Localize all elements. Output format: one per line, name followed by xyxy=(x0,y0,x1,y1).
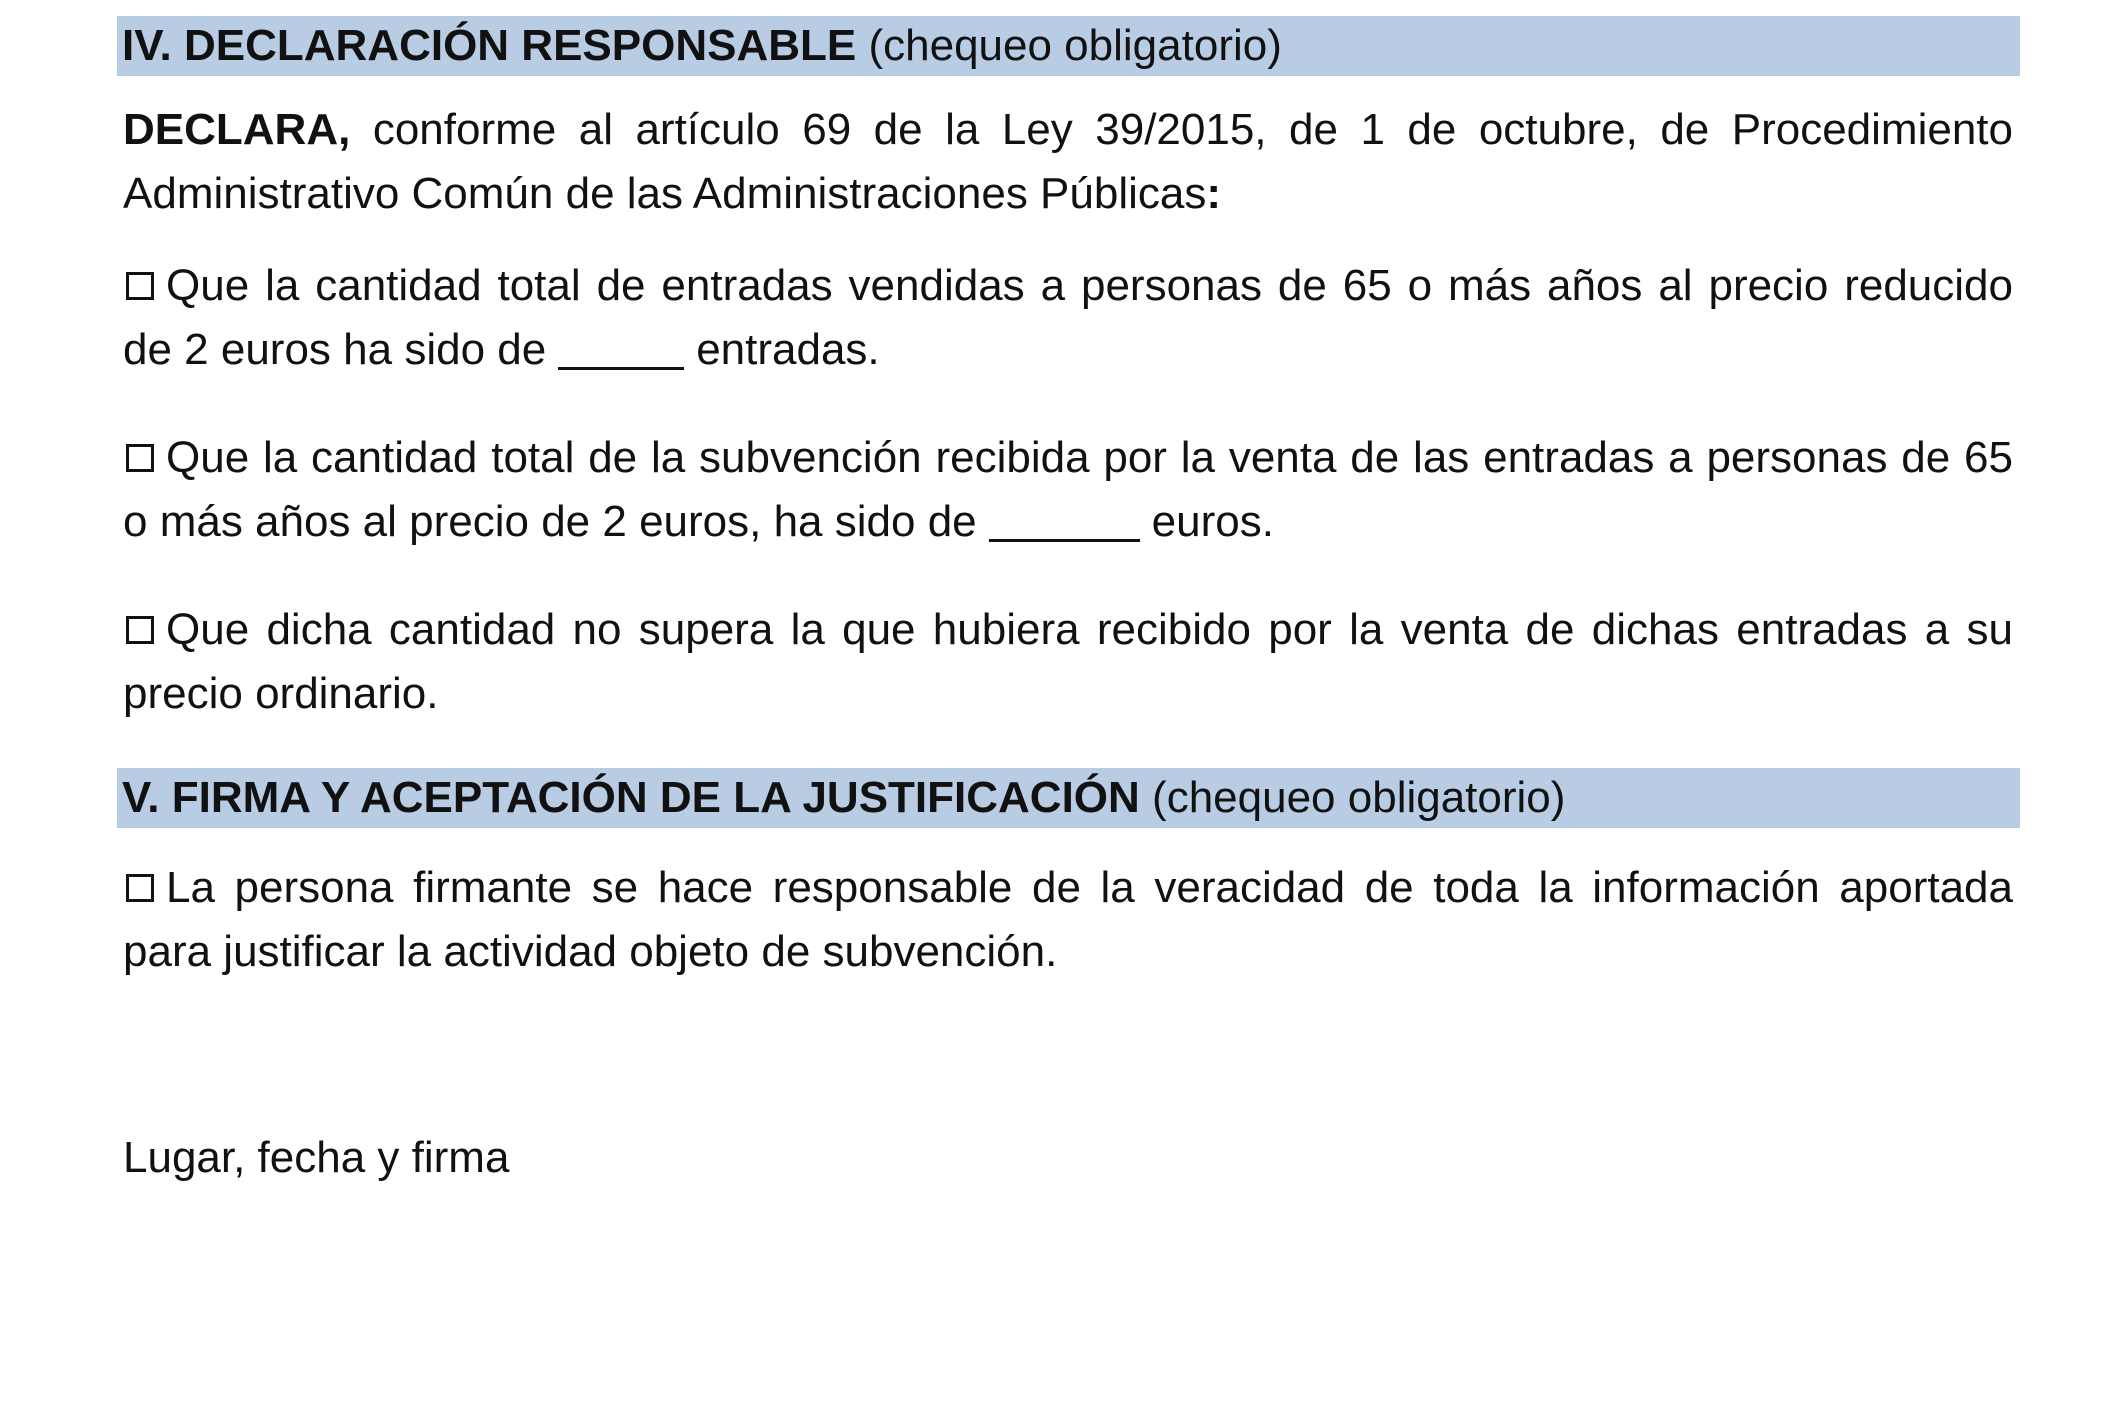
declara-colon: : xyxy=(1206,169,1222,218)
declaration-item-entradas xyxy=(123,254,2013,382)
checkbox-subvencion[interactable] xyxy=(126,444,154,472)
checkbox-firma-acceptance[interactable] xyxy=(126,874,154,902)
declara-text: conforme al artículo 69 de la Ley 39/2015, de 1 de octubre, de Procedimiento Administrativo Común de las Administraciones Públicas xyxy=(123,105,2013,218)
checkbox-entradas[interactable] xyxy=(126,272,154,300)
firma-acceptance-item xyxy=(123,856,2013,984)
signature-label: Lugar, fecha y firma xyxy=(123,1133,510,1182)
item-subvencion-text-before: Que la cantidad total de la subvención recibida por la venta de las entradas a personas de 65 o más años al precio de 2 euros, ha sido de xyxy=(123,433,2013,546)
section-iv-note: (chequeo obligatorio) xyxy=(868,21,1282,70)
item-subvencion-text-after: euros. xyxy=(1151,497,1274,546)
section-v-note: (chequeo obligatorio) xyxy=(1152,773,1566,822)
item-entradas-text-before: Que la cantidad total de entradas vendidas a personas de 65 o más años al precio reducido de 2 euros ha sido de xyxy=(123,261,2013,374)
section-v-title: V. FIRMA Y ACEPTACIÓN DE LA JUSTIFICACIÓN xyxy=(122,773,1140,822)
declaration-item-precio-ordinario xyxy=(123,598,2013,726)
declara-lead: DECLARA, xyxy=(123,105,351,154)
section-iv-title: IV. DECLARACIÓN RESPONSABLE xyxy=(122,21,857,70)
section-v-header xyxy=(117,768,2020,828)
item-entradas-text-after: entradas. xyxy=(696,325,880,374)
declaration-item-subvencion xyxy=(123,426,2013,554)
declara-paragraph xyxy=(123,98,2013,226)
checkbox-precio-ordinario[interactable] xyxy=(126,616,154,644)
entradas-count-field[interactable] xyxy=(558,331,684,370)
subvencion-amount-field[interactable] xyxy=(989,503,1140,542)
item-precio-ordinario-text: Que dicha cantidad no supera la que hubiera recibido por la venta de dichas entradas a su precio ordinario. xyxy=(123,605,2013,718)
firma-acceptance-text: La persona firmante se hace responsable de la veracidad de toda la información aportada para justificar la actividad objeto de subvención. xyxy=(123,863,2013,976)
section-iv-header xyxy=(117,16,2020,76)
